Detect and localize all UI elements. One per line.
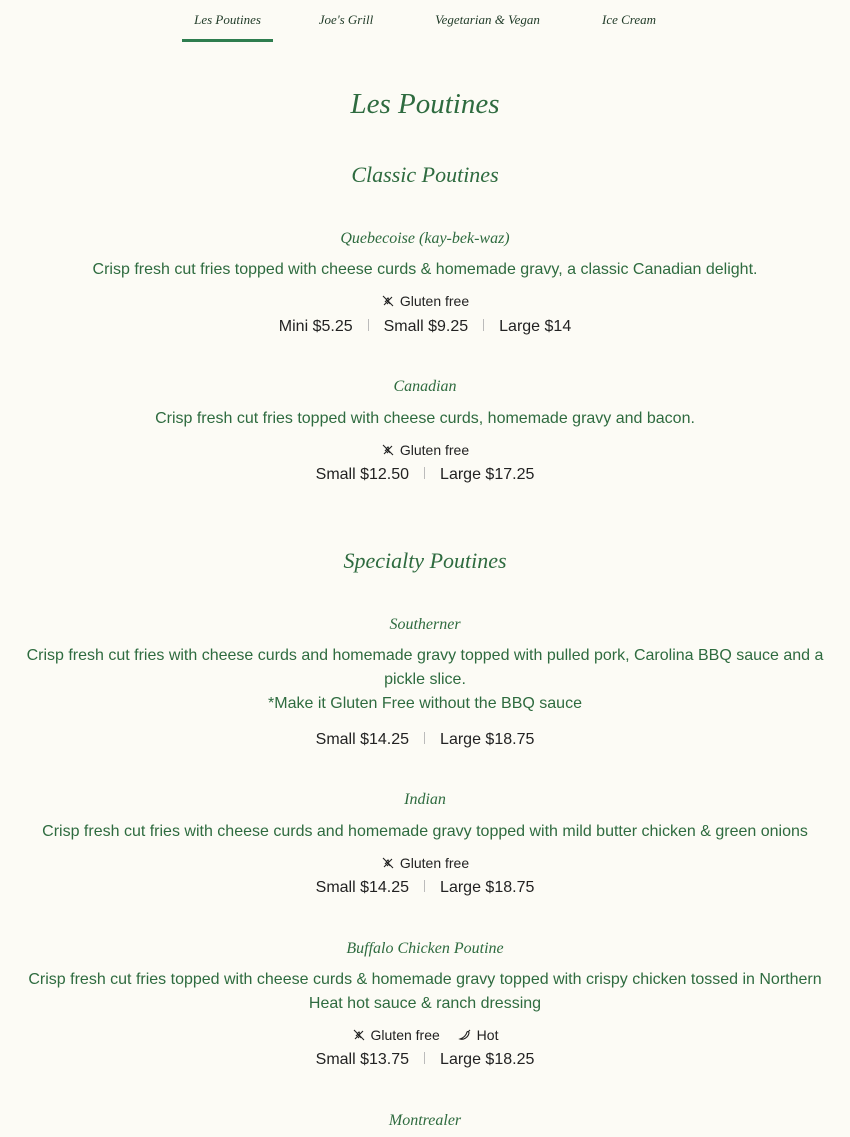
price-value: $14.25	[360, 879, 410, 896]
tag-label: Hot	[476, 1027, 499, 1043]
gluten-free-tag	[381, 442, 469, 458]
price-value: $13.75	[360, 1051, 410, 1068]
page-title: Les Poutines	[350, 88, 500, 120]
gluten-free-icon	[381, 856, 395, 870]
price-size: Small	[315, 1051, 356, 1068]
item-tags	[0, 855, 850, 871]
hot-pepper-icon	[458, 1028, 472, 1042]
hot-tag	[458, 1027, 499, 1043]
price-size: Large	[440, 879, 481, 896]
item-description: Crisp fresh cut fries topped with cheese curds, homemade gravy and bacon.	[155, 410, 695, 427]
tag-label: Gluten free	[399, 293, 470, 309]
price-divider	[483, 319, 484, 331]
item-prices	[0, 731, 850, 749]
price-size: Large	[440, 731, 481, 748]
gluten-free-tag	[352, 1027, 440, 1043]
price-divider	[424, 1052, 425, 1064]
item-description: Crisp fresh cut fries topped with cheese curds & homemade gravy, a classic Canadian delight.	[92, 261, 758, 278]
item-prices	[0, 318, 850, 336]
item-prices	[0, 1051, 850, 1069]
price-size: Large	[440, 1051, 481, 1068]
item-name: Canadian	[393, 378, 457, 395]
price-divider	[424, 880, 425, 892]
price-value: $5.25	[312, 318, 353, 335]
price-value: $18.75	[485, 879, 535, 896]
item-description: Crisp fresh cut fries with cheese curds and homemade gravy topped with mild butter chicken & green onions	[42, 823, 808, 840]
item-tags	[0, 1027, 850, 1043]
price-divider	[424, 467, 425, 479]
item-prices	[0, 466, 850, 484]
tag-label: Gluten free	[399, 442, 470, 458]
item-tags	[0, 293, 850, 309]
item-prices	[0, 879, 850, 897]
price-size: Mini	[278, 318, 309, 335]
price-size: Small	[315, 879, 356, 896]
item-name: Quebecoise (kay-bek-waz)	[340, 230, 510, 247]
tag-label: Gluten free	[399, 855, 470, 871]
tab-vegetarian-vegan[interactable]: Vegetarian & Vegan	[435, 12, 540, 27]
menu-tabs	[0, 0, 850, 44]
tab-joes-grill[interactable]: Joe's Grill	[318, 12, 374, 27]
section-title-classic: Classic Poutines	[351, 162, 499, 187]
price-size: Small	[315, 466, 356, 483]
gluten-free-tag	[381, 855, 469, 871]
price-value: $14.25	[360, 731, 410, 748]
tag-label: Gluten free	[370, 1027, 440, 1043]
price-value: $12.50	[360, 466, 410, 483]
item-name: Buffalo Chicken Poutine	[346, 940, 504, 957]
item-tags	[0, 442, 850, 458]
price-value: $17.25	[485, 466, 535, 483]
price-value: $18.25	[485, 1051, 535, 1068]
price-value: $18.75	[485, 731, 535, 748]
gluten-free-icon	[381, 443, 395, 457]
price-size: Small	[383, 318, 424, 335]
section-title-specialty: Specialty Poutines	[343, 548, 507, 573]
item-note: *Make it Gluten Free without the BBQ sauce	[268, 695, 582, 712]
item-description: Crisp fresh cut fries with cheese curds and homemade gravy topped with pulled pork, Carolina BBQ sauce and a pickle slice.	[26, 647, 824, 688]
price-size: Large	[499, 318, 541, 335]
price-size: Small	[315, 731, 356, 748]
price-divider	[368, 319, 369, 331]
item-name: Montrealer	[388, 1112, 462, 1129]
item-name: Indian	[404, 791, 446, 808]
gluten-free-tag	[381, 293, 469, 309]
tab-les-poutines[interactable]: Les Poutines	[182, 12, 273, 42]
item-description: Crisp fresh cut fries topped with cheese curds & homemade gravy topped with crispy chicken tossed in Northern Heat hot sauce & ranch dressing	[28, 971, 822, 1012]
gluten-free-icon	[352, 1028, 366, 1042]
price-divider	[424, 732, 425, 744]
item-name: Southerner	[389, 616, 461, 633]
tab-ice-cream[interactable]: Ice Cream	[601, 12, 657, 27]
price-size: Large	[440, 466, 481, 483]
price-value: $9.25	[428, 318, 469, 335]
gluten-free-icon	[381, 294, 395, 308]
price-value: $14	[544, 318, 572, 335]
